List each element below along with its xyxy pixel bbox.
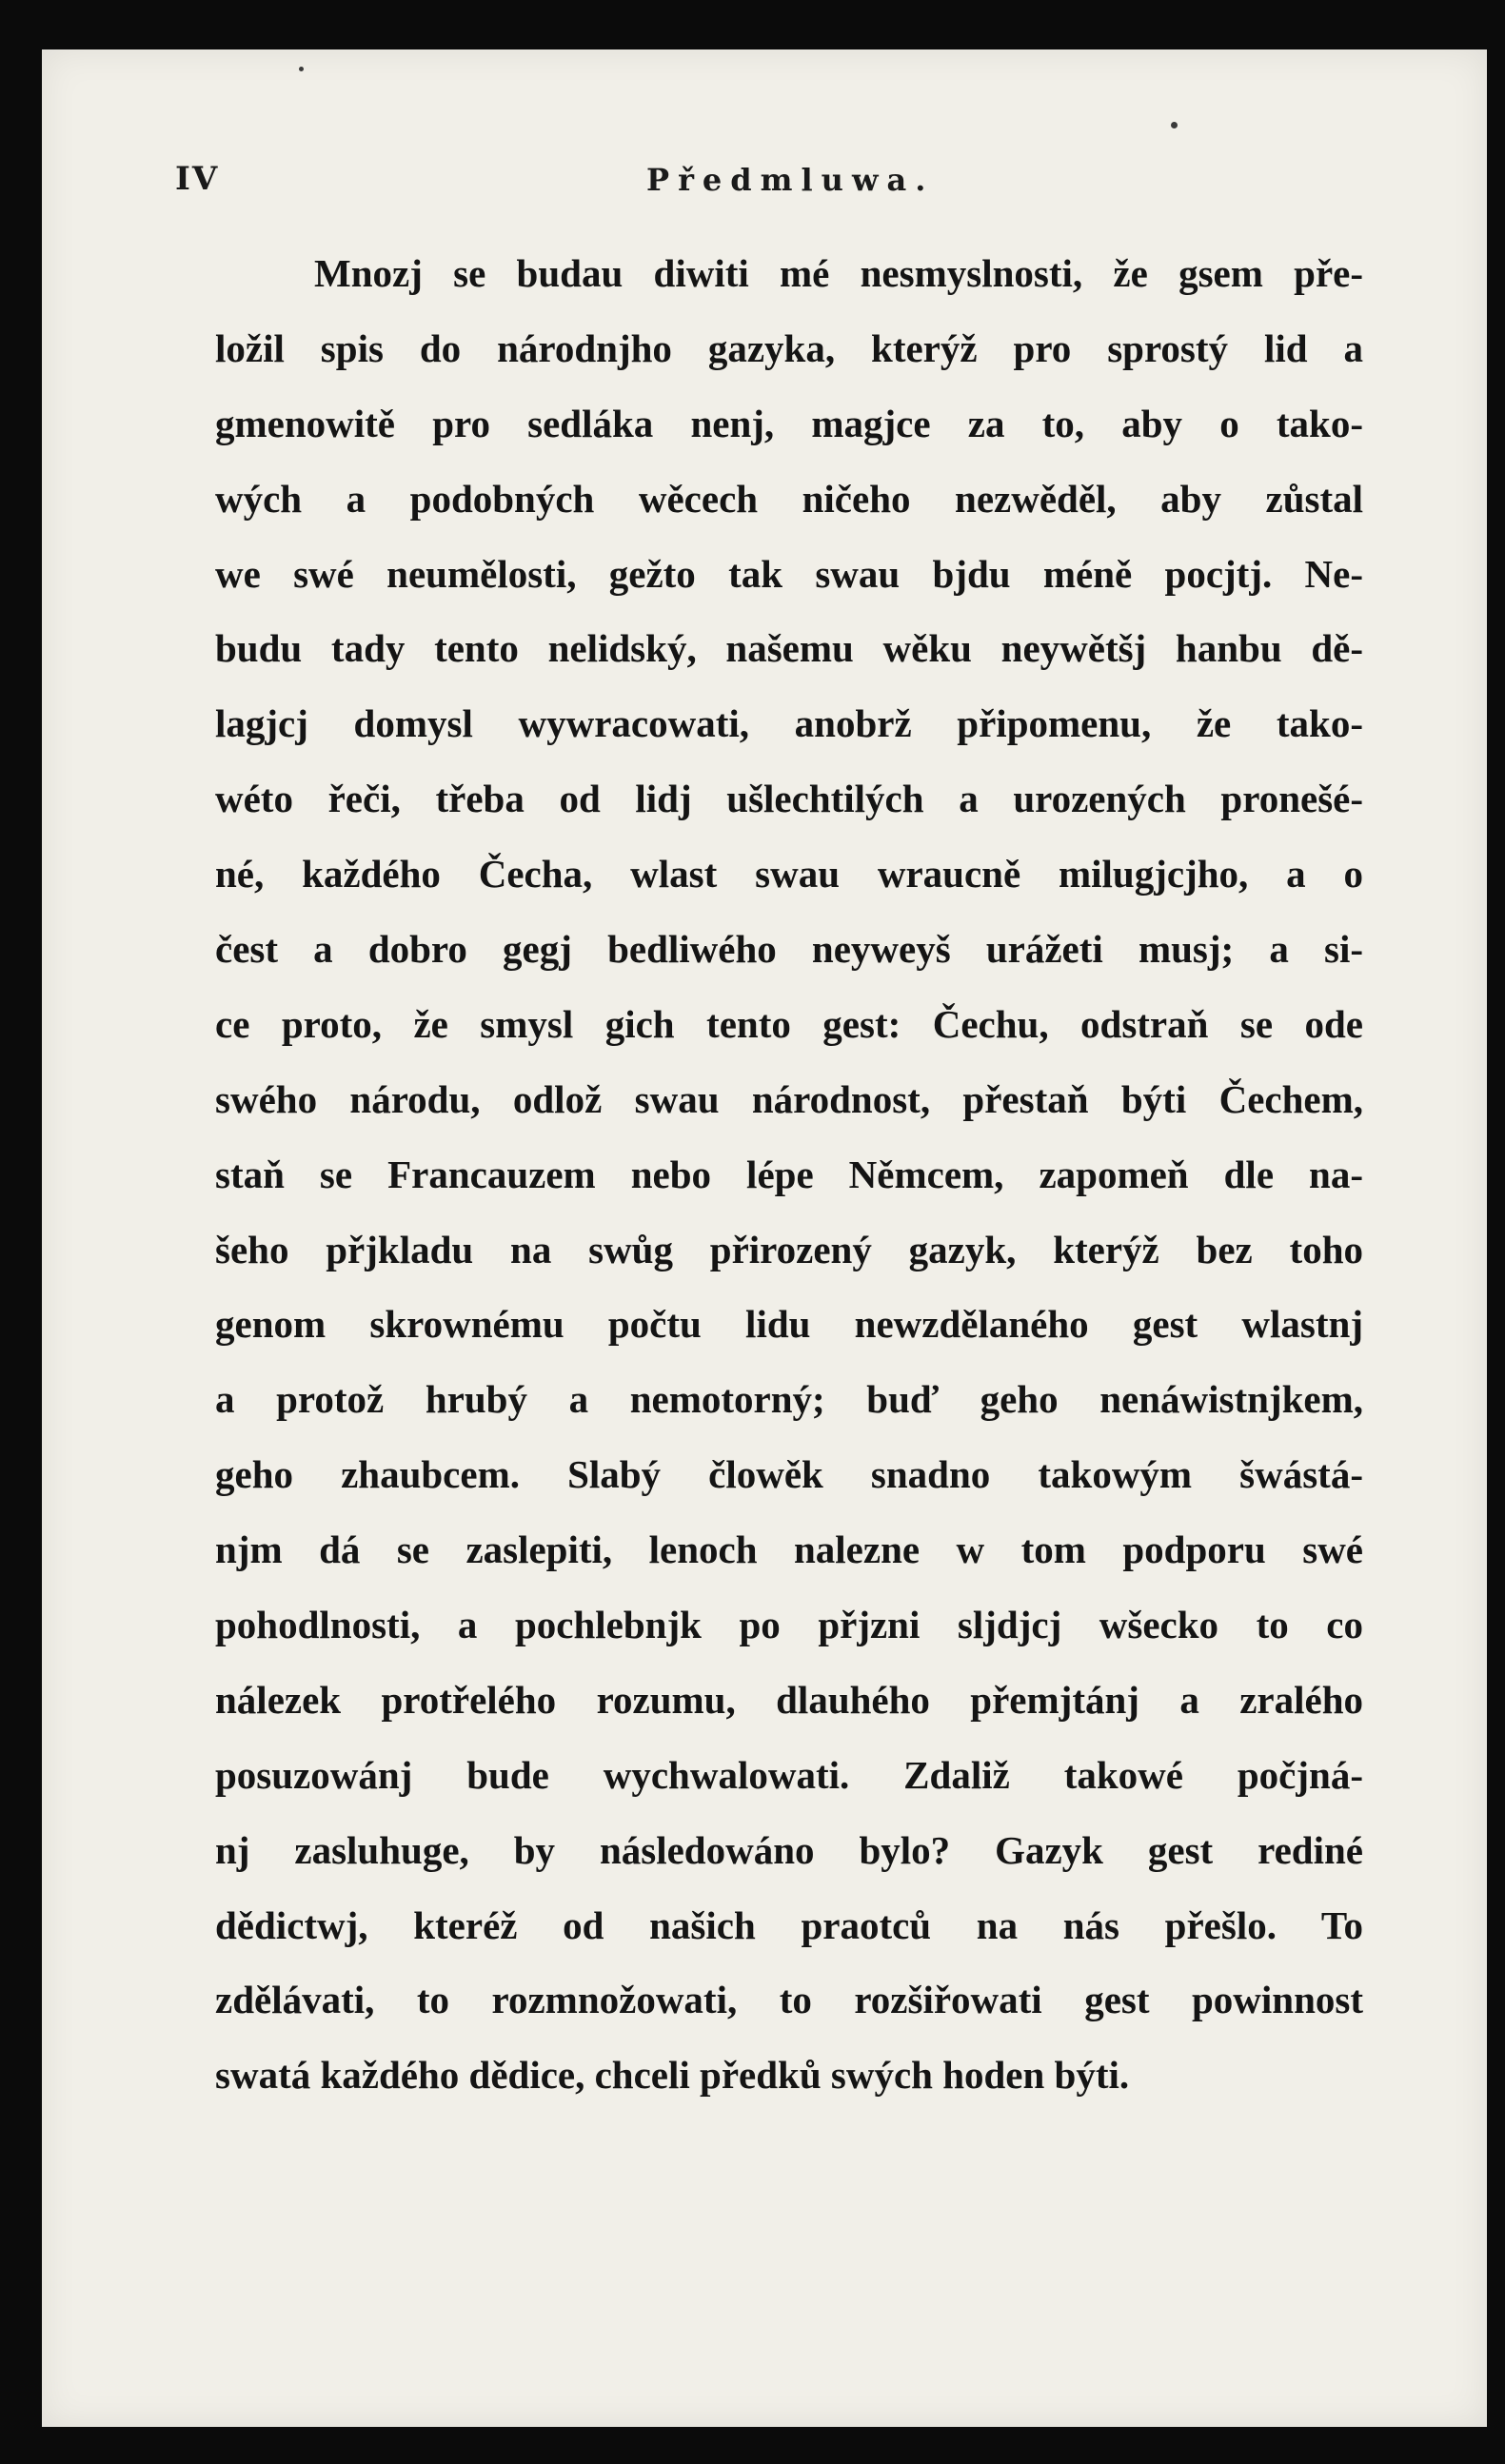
- text-line: né, každého Čecha, wlast swau wraucně milugjcjho, a o: [215, 852, 1363, 897]
- text-line: wéto řeči, třeba od lidj ušlechtilých a urozených pronešé-: [215, 777, 1363, 821]
- text-line: šeho přjkladu na swůg přirozený gazyk, kterýž bez toho: [215, 1227, 1363, 1271]
- text-line: nálezek protřelého rozumu, dlauhého přemjtánj a zralého: [215, 1677, 1363, 1722]
- paper-speck: [1171, 122, 1178, 128]
- text-line: ložil spis do národnjho gazyka, kterýž pro sprostý lid a: [215, 325, 1363, 370]
- text-line: swého národu, odlož swau národnost, přestaň býti Čechem,: [215, 1076, 1363, 1121]
- text-line: Mnozj se budau diwiti mé nesmyslnosti, že gsem pře-: [314, 251, 1363, 295]
- text-line: staň se Francauzem nebo lépe Němcem, zapomeň dle na-: [215, 1152, 1363, 1196]
- text-line: čest a dobro gegj bedliwého neyweyš urážeti musj; a si-: [215, 927, 1363, 972]
- text-line: nj zasluhuge, by následowáno bylo? Gazyk gest rediné: [215, 1827, 1363, 1872]
- text-line: budu tady tento nelidský, našemu wěku neywětšj hanbu dě-: [215, 626, 1363, 671]
- text-line: a protož hrubý a nemotorný; buď geho nenáwistnjkem,: [215, 1377, 1363, 1422]
- text-line: dědictwj, kteréž od našich praotců na nás přešlo. To: [215, 1902, 1363, 1947]
- text-line: posuzowánj bude wychwalowati. Zdaliž takowé počjná-: [215, 1752, 1363, 1797]
- text-line: zdělávati, to rozmnožowati, to rozšiřowati gest powinnost: [215, 1978, 1363, 2022]
- running-title: Předmluwa.: [646, 162, 935, 198]
- text-line: geho zhaubcem. Slabý člowěk snadno takowým šwástá-: [215, 1452, 1363, 1497]
- text-line: gmenowitě pro sedláka nenj, magjce za to, aby o tako-: [215, 401, 1363, 445]
- page-number: IV: [175, 160, 220, 198]
- text-line: lagjcj domysl wywracowati, anobrž připomenu, že tako-: [215, 701, 1363, 746]
- text-line: ce proto, že smysl gich tento gest: Čechu, odstraň se ode: [215, 1001, 1363, 1046]
- text-line: pohodlnosti, a pochlebnjk po přjzni sljdjcj wšecko to co: [215, 1603, 1363, 1647]
- text-line: njm dá se zaslepiti, lenoch nalezne w tom podporu swé: [215, 1528, 1363, 1572]
- preface-text: [215, 236, 1363, 2113]
- text-line: genom skrownému počtu lidu newzdělaného gest wlastnj: [215, 1302, 1363, 1347]
- page-header: [175, 160, 1373, 207]
- text-line: swatá každého dědice, chceli předků swých hoden býti.: [215, 2053, 1130, 2098]
- text-line: wých a podobných wěcech ničeho nezwěděl, aby zůstal: [215, 476, 1363, 521]
- paper-speck: [299, 67, 304, 71]
- text-line: we swé neumělosti, gežto tak swau bjdu méně pocjtj. Ne-: [215, 551, 1363, 596]
